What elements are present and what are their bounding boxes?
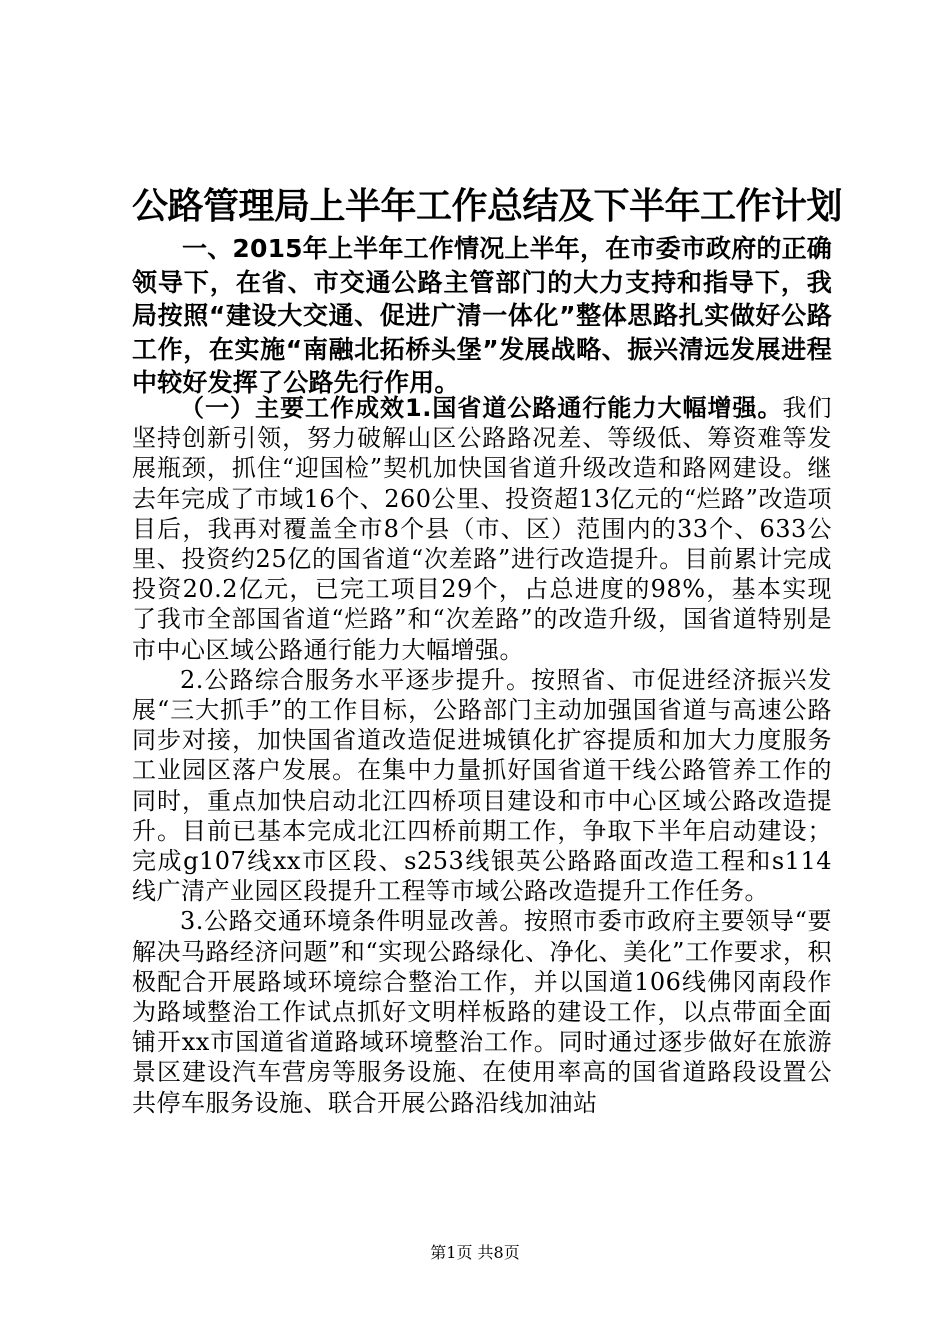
- paragraph-2-text: 2.公路综合服务水平逐步提升。按照省、市促进经济振兴发展“三大抓手”的工作目标，公路部门主动加强国省道与高速公路同步对接，加快国省道改造促进城镇化扩容提质和加大力度服务工业园区落户发展。在集中力量抓好国省道干线公路管养工作的同时，重点加快启动北江四桥项目建设和市中心区域公路改造提升。目前已基本完成北江四桥前期工作，争取下半年启动建设；完成g107线xx市区段、s253线银英公路路面改造工程和s114线广清产业园区段提升工程等市域公路改造提升工作任务。: [132, 665, 832, 906]
- paragraph-1: [132, 393, 832, 665]
- paragraph-2: [132, 665, 832, 907]
- paragraph-3-text: 3.公路交通环境条件明显改善。按照市委市政府主要领导“要解决马路经济问题”和“实现公路绿化、净化、美化”工作要求，积极配合开展路域环境综合整治工作，并以国道106线佛冈南段作为路域整治工作试点抓好文明样板路的建设工作，以点带面全面铺开xx市国道省道路域环境整治工作。同时通过逐步做好在旅游景区建设汽车营房等服务设施、在使用率高的国省道路段设置公共停车服务设施、联合开展公路沿线加油站: [132, 907, 832, 1117]
- paragraph-1-heading: （一）主要工作成效1.国省道公路通行能力大幅增强。: [180, 394, 783, 422]
- body-text: [132, 393, 832, 1118]
- intro-paragraph: 一、2015年上半年工作情况上半年，在市委市政府的正确领导下，在省、市交通公路主管部门的大力支持和指导下，我局按照“建设大交通、促进广清一体化”整体思路扎实做好公路工作，在实施“南融北拓桥头堡”发展战略、振兴清远发展进程中较好发挥了公路先行作用。: [132, 234, 832, 398]
- paragraph-1-text: 我们坚持创新引领，努力破解山区公路路况差、等级低、筹资难等发展瓶颈，抓住“迎国检”契机加快国省道升级改造和路网建设。继去年完成了市域16个、260公里、投资超13亿元的“烂路”改造项目后，我再对覆盖全市8个县（市、区）范围内的33个、633公里、投资约25亿的国省道“次差路”进行改造提升。目前累计完成投资20.2亿元，已完工项目29个，占总进度的98%，基本实现了我市全部国省道“烂路”和“次差路”的改造升级，国省道特别是市中心区域公路通行能力大幅增强。: [132, 394, 832, 664]
- document-title: 公路管理局上半年工作总结及下半年工作计划: [132, 186, 843, 227]
- page-number: 第1页 共8页: [430, 1243, 520, 1262]
- paragraph-3: [132, 906, 832, 1117]
